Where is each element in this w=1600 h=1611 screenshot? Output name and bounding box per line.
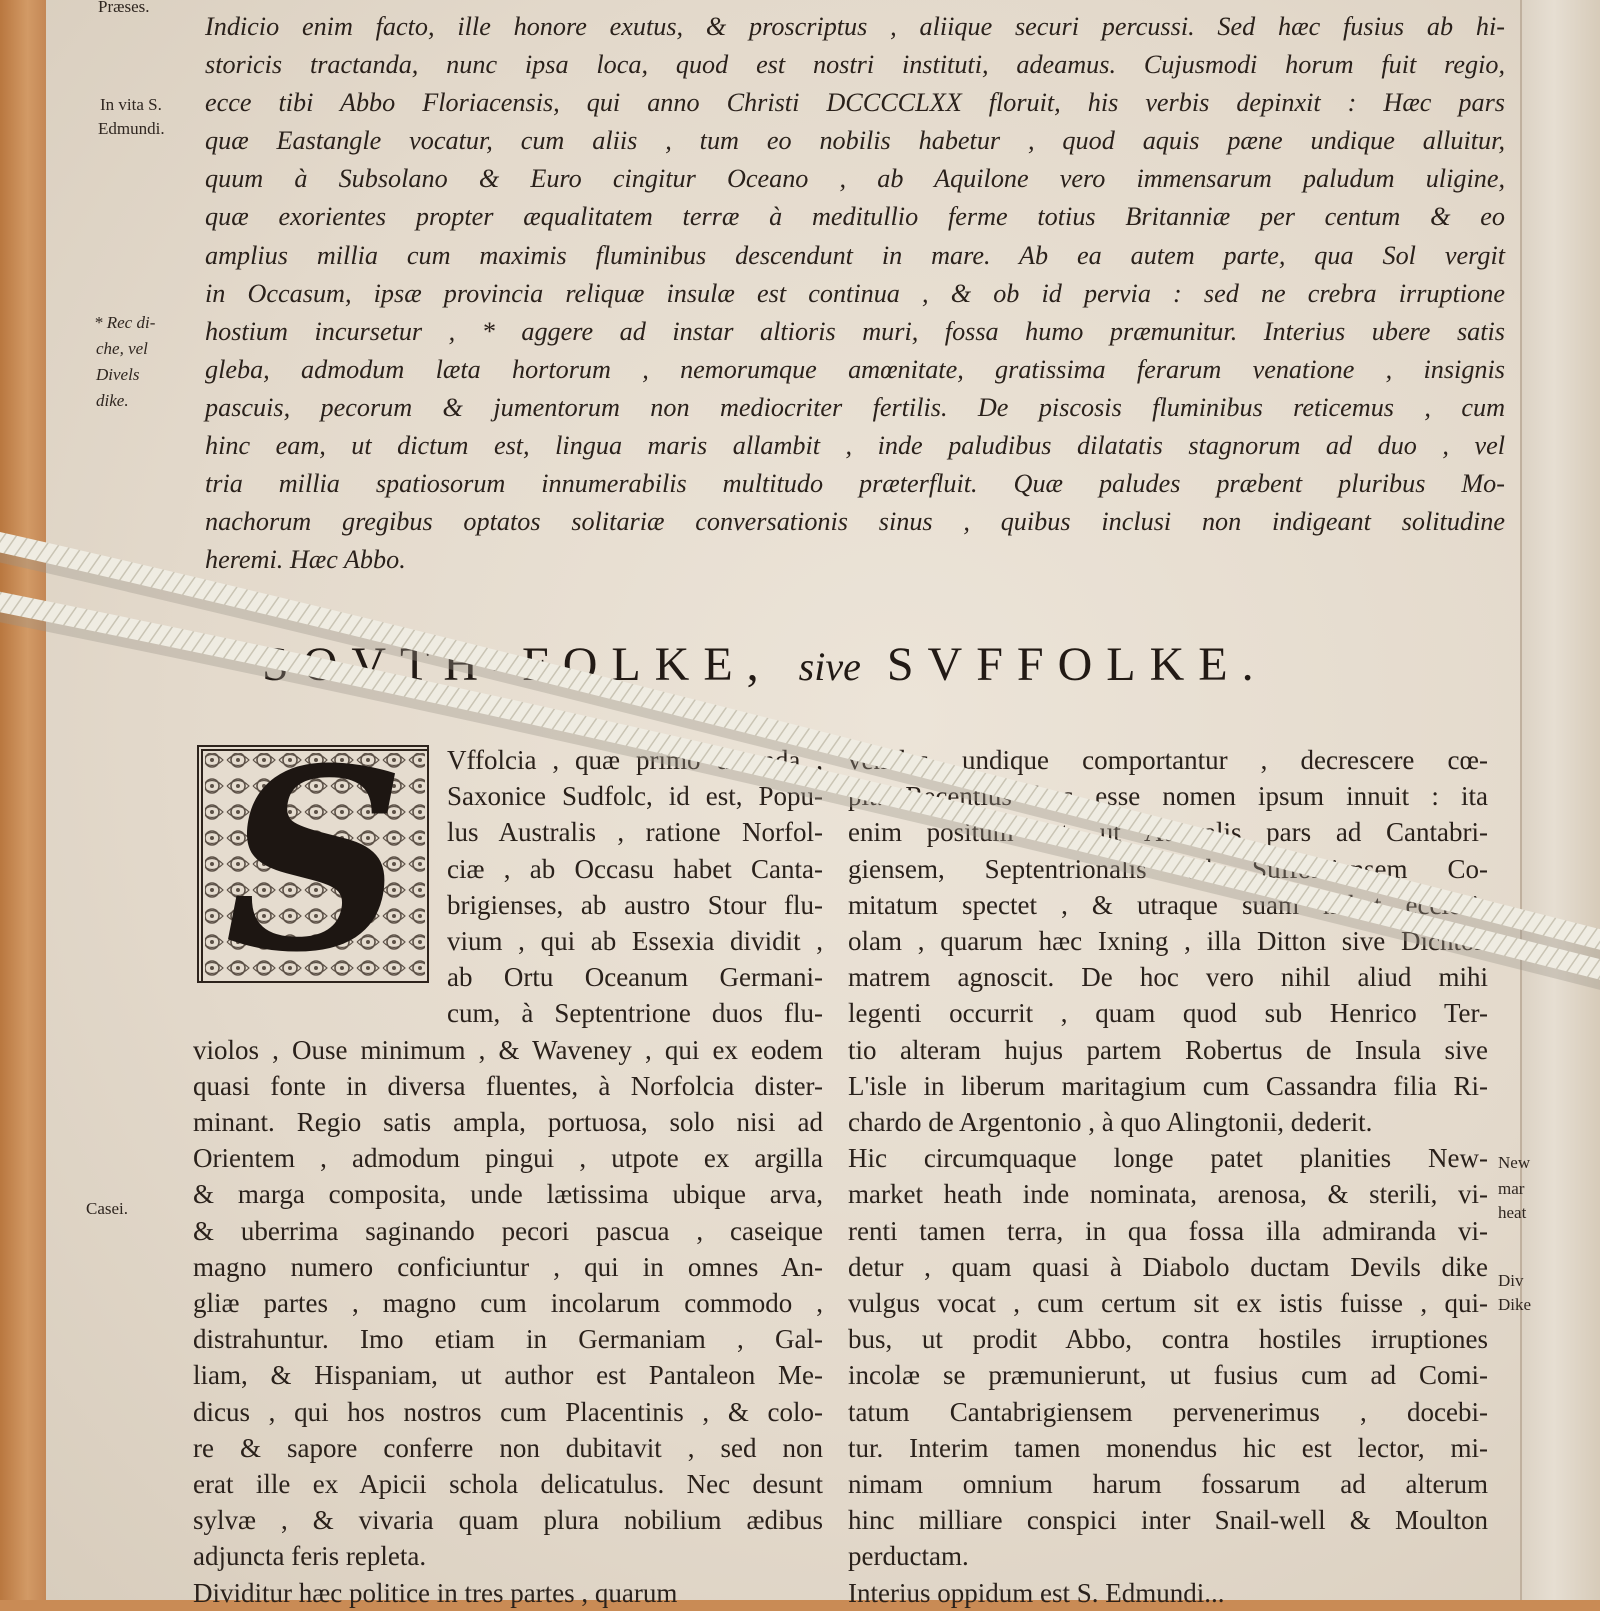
text-line: & uberrima saginando pecori pascua , caseique [193,1215,823,1246]
margin-note-heat: heat [1498,1203,1527,1222]
section-heading [262,635,1462,697]
text-line: enim positum est, ut Australis pars ad Cantabri- [848,817,1488,848]
text-line: brigienses, ab austro Stour flu- [447,889,823,920]
text-line: liam, & Hispaniam, ut author est Pantaleon Me- [193,1360,823,1391]
text-line: ab Ortu Oceanum Germani- [447,962,823,993]
left-column [193,742,823,1611]
text-line: tatum Cantabrigiensem pervenerimus , docebi- [848,1396,1488,1427]
text-line: violos , Ouse minimum , & Waveney , qui ex eodem [193,1034,823,1065]
text-line: incolæ se præmunierunt, ut fusius cum ad Comi- [848,1360,1488,1391]
text-line: gleba, admodum læta hortorum , nemorumque amœnitate, gratissima ferarum venatione , insignis [205,354,1505,384]
margin-note-mar: mar [1498,1179,1525,1198]
text-line: adjuncta feris repleta. [193,1541,427,1572]
text-line: cum, à Septentrione duos flu- [447,998,823,1029]
text-line: & marga composita, unde lætissima ubique arva, [193,1179,823,1210]
text-line: Interius oppidum est S. Edmundi... [848,1577,1225,1608]
margin-note-casei: Casei. [86,1199,129,1218]
text-line: distrahuntur. Imo etiam in Germaniam , Gal- [193,1324,823,1355]
margin-note-che: che, vel [96,339,148,358]
text-line: olam , quarum hæc Ixning , illa Ditton sive Dichton [848,926,1488,957]
text-line: quæ Eastangle vocatur, cum aliis , tum eo nobilis habetur , quod aquis pæne undique alluitur, [205,126,1505,156]
text-line: re & sapore conferre non dubitavit , sed non [193,1432,823,1463]
text-line: renti tamen terra, in qua fossa illa admiranda vi- [848,1215,1488,1246]
heading-southfolke: SOVTH-FOLKE, [262,638,773,691]
margin-note-praeses: Præses. [98,0,150,16]
text-line: quæ exorientes propter æqualitatem terræ à meditullio ferme totius Britanniæ per centum & eo [205,202,1505,232]
text-line: perductam. [848,1541,969,1572]
text-line: gliæ partes , magno cum incolarum commodo , [193,1288,823,1319]
text-line: market heath inde nominata, arenosa, & sterili, vi- [848,1179,1488,1210]
text-line: detur , quam quasi à Diabolo ductam Devils dike [848,1251,1488,1282]
text-line: Indicio enim facto, ille honore exutus, & proscriptus , aliique securi percussi. Sed hæc fusius ab hi- [205,12,1505,41]
margin-note-rec: * Rec di- [94,313,156,332]
text-line: Vffolcia , quæ primo dicenda , [447,745,823,775]
text-line: bus, ut prodit Abbo, contra hostiles irruptiones [848,1324,1488,1355]
text-line: hinc milliare conspici inter Snail-well & Moulton [848,1505,1488,1536]
margin-note-div: Div [1498,1271,1524,1290]
text-line: nachorum gregibus optatos solitariæ conversationis sinus , quibus inclusi non indigeant solitudine [205,507,1505,537]
text-line: Orientem , admodum pingui , utpote ex argilla [193,1143,823,1174]
margin-note-dike: dike. [96,391,129,410]
text-line: ciæ , ab Occasu habet Canta- [447,853,823,884]
text-line: minant. Regio satis ampla, portuosa, solo nisi ad [193,1107,823,1138]
text-line: L'isle in liberum maritagium cum Cassandra filia Ri- [848,1070,1488,1101]
text-line: venales undique comportantur , decrescere cœ- [848,745,1488,775]
page-edge [1520,0,1600,1600]
text-line: in Occasum, ipsæ provincia reliquæ insulæ est continua , & ob id pervia : sed ne crebra irruptione [205,278,1505,308]
text-line: chardo de Argentonio , à quo Alingtonii, dederit. [848,1107,1373,1138]
top-paragraph [205,8,1505,579]
text-line: tur. Interim tamen monendus hic est lector, mi- [848,1432,1488,1463]
text-line: quum à Subsolano & Euro cingitur Oceano , ab Aquilone vero immensarum paludum uligine, [205,164,1505,194]
text-line: Dividitur hæc politice in tres partes , quarum [193,1577,678,1608]
margin-note-divels: Divels [96,365,140,384]
text-line: hostium incursetur , * aggere ad instar altioris muri, fossa humo præmunitur. Interius ubere satis [205,316,1505,346]
right-column [848,742,1488,1611]
text-line: matrem agnoscit. De hoc vero nihil aliud mihi [848,962,1488,993]
text-line: magno numero conficiuntur , qui in omnes An- [193,1251,823,1282]
heading-suffolke: SVFFOLKE. [886,638,1268,691]
text-line: pascuis, pecorum & jumentorum non mediocriter fertilis. De piscosis fluminibus reticemus , cum [205,392,1505,422]
text-line: legenti occurrit , quam quod sub Henrico Ter- [848,998,1488,1029]
text-line: tio alteram hujus partem Robertus de Insula sive [848,1034,1488,1065]
text-line: tria millia spatiosorum innumerabilis multitudo præterfluit. Quæ paludes præbent pluribus Mo- [205,469,1505,499]
initial-letter: S [224,745,406,983]
margin-note-in-vita: In vita S. [100,95,162,114]
text-line: Hic circumquaque longe patet planities New- [848,1143,1488,1174]
text-line: pit. Recentius hoc esse nomen ipsum innuit : ita [848,781,1488,812]
text-line: hinc eam, ut dictum est, lingua maris allambit , inde paludibus dilatatis stagnorum ad duo , vel [205,431,1505,461]
text-line: storicis tractanda, nunc ipsa loca, quod est nostri instituti, adeamus. Cujusmodi horum fuit regio, [205,50,1505,80]
margin-note-edmundi: Edmundi. [98,119,165,138]
margin-note-new: New [1498,1153,1531,1172]
text-line: Saxonice Sudfolc, id est, Popu- [447,781,823,812]
text-line: erat ille ex Apicii schola delicatulus. Nec desunt [193,1469,823,1500]
text-line: mitatum spectet , & utraque suam habet ecclesi- [848,889,1488,920]
text-line: vium , qui ab Essexia dividit , [447,926,823,957]
text-line: quasi fonte in diversa fluentes, à Norfolcia dister- [193,1070,823,1101]
heading-sive: sive [798,644,861,689]
text-line: nimam omnium harum fossarum ad alterum [848,1469,1488,1500]
margin-note-dike-right: Dike [1498,1295,1532,1314]
text-line: ecce tibi Abbo Floriacensis, qui anno Christi DCCCCLXX floruit, his verbis depinxit : Hæc pars [205,88,1505,118]
text-line: sylvæ , & vivaria quam plura nobilium ædibus [193,1505,823,1536]
text-line: amplius millia cum maximis fluminibus descendunt in mare. Ab ea autem parte, qua Sol vergit [205,240,1505,270]
text-line: vulgus vocat , cum certum sit ex istis fuisse , qui- [848,1288,1488,1319]
frame-edge [0,0,46,1600]
text-line: giensem, Septentrionalis ad Suffolciensem Co- [848,853,1488,884]
text-line: dicus , qui hos nostros cum Placentinis , & colo- [193,1396,823,1427]
text-line: lus Australis , ratione Norfol- [447,817,823,848]
text-line: heremi. Hæc Abbo. [205,545,406,575]
